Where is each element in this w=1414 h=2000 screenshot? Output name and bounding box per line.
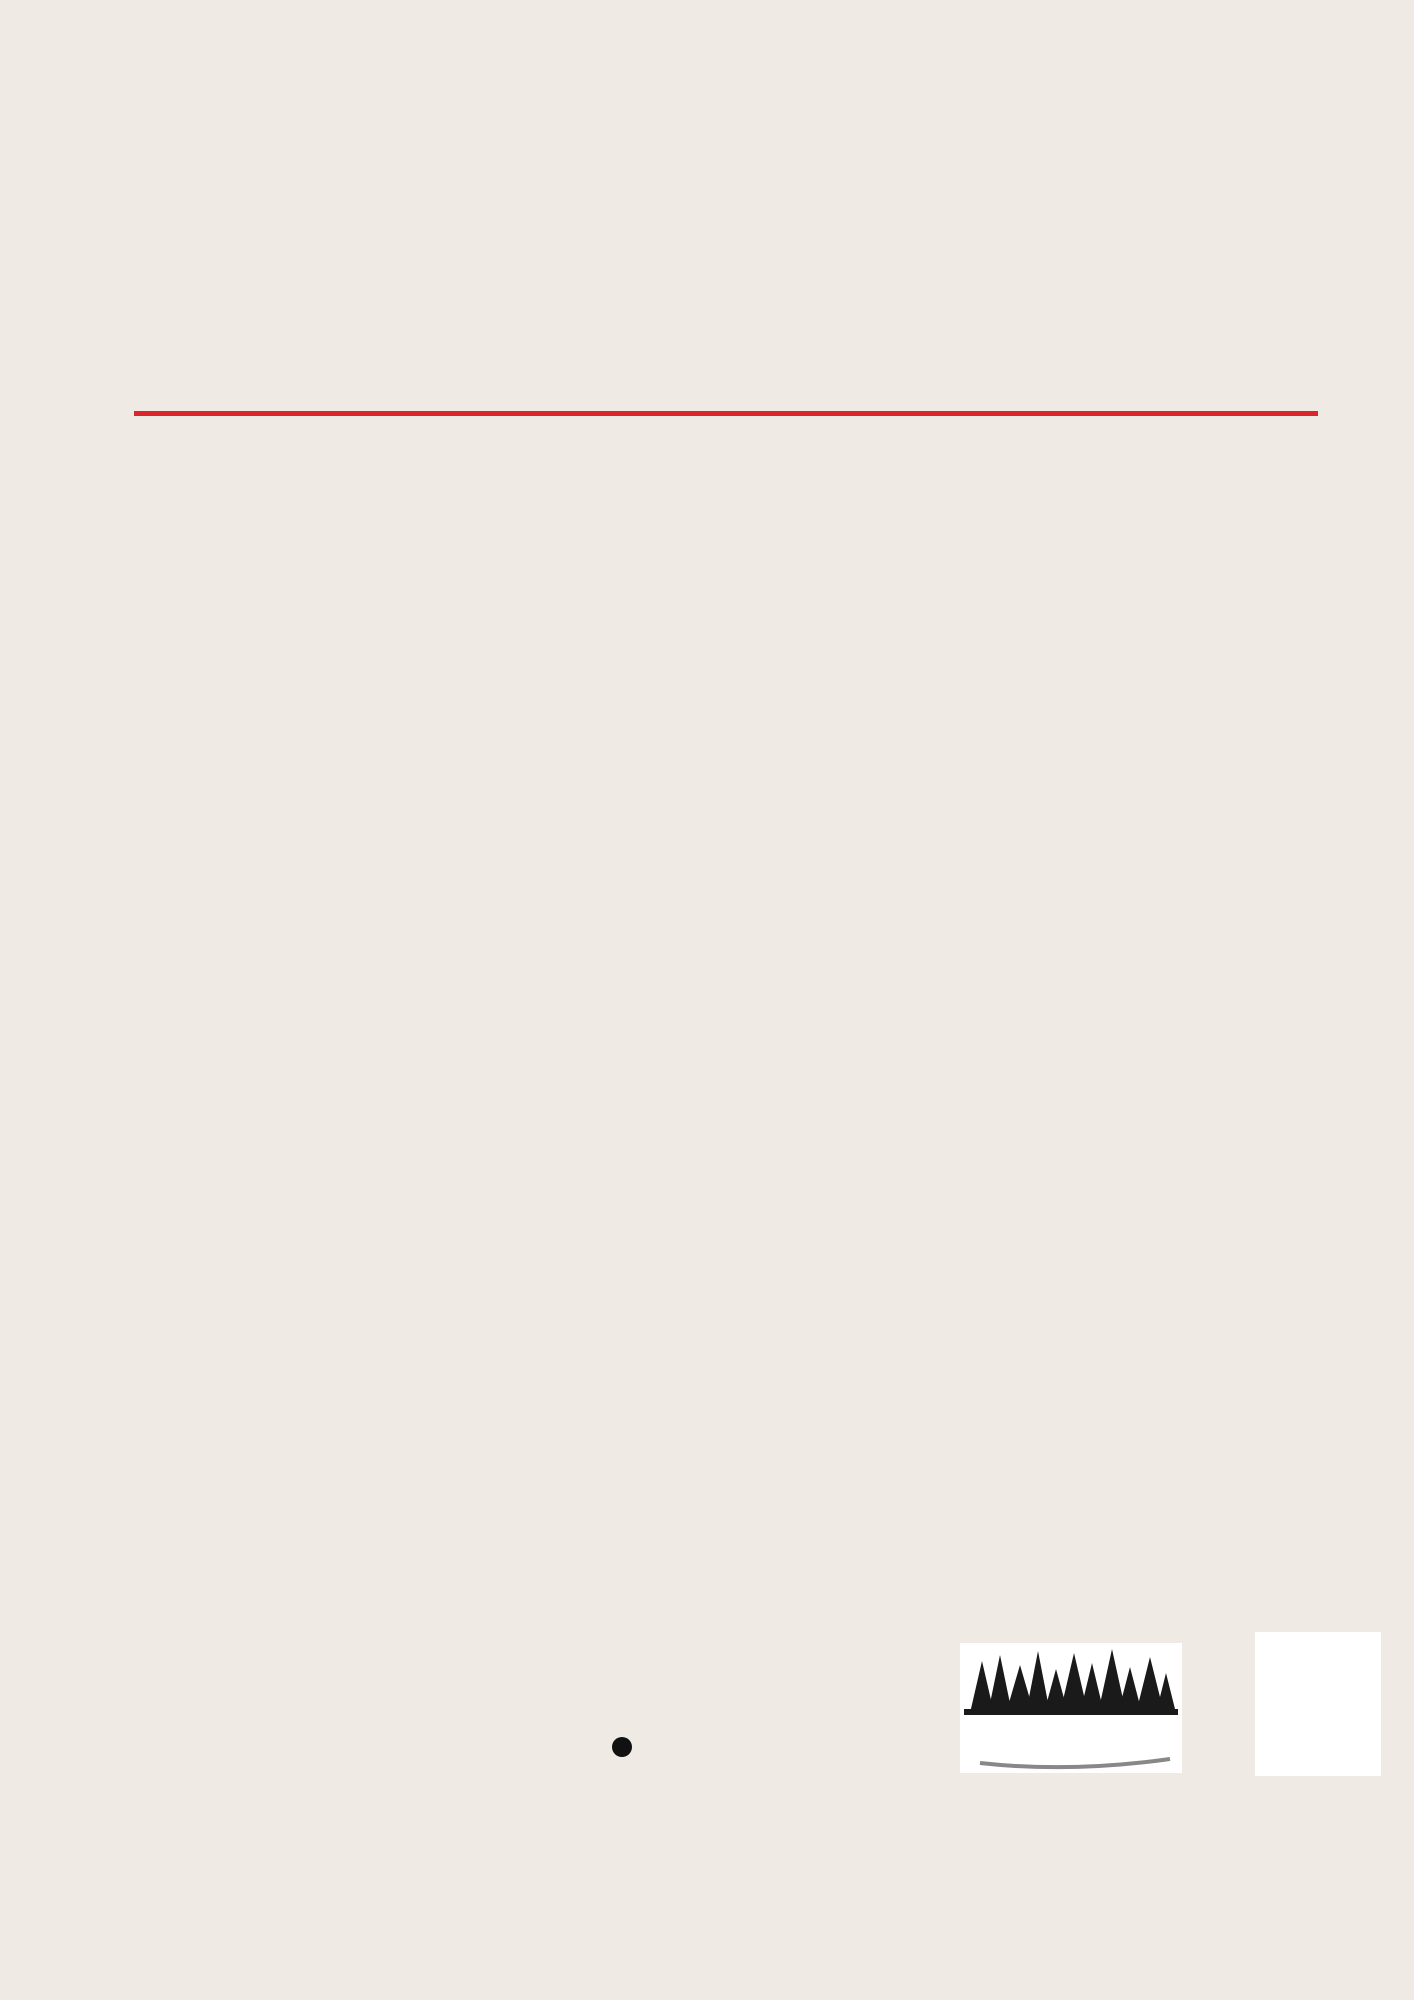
- joensuu-dot-icon: [612, 1737, 632, 1757]
- title-underline: [134, 411, 1318, 416]
- pine-garland-top: [0, 0, 1414, 225]
- taito-pohjois-karjala-logo: [62, 1700, 502, 1760]
- forest-silhouette-icon: [964, 1649, 1178, 1715]
- stora-enso-logo: [1255, 1632, 1381, 1776]
- pine-garland-bottom: [0, 1760, 1414, 2000]
- joen-metsa-logo: [960, 1643, 1182, 1773]
